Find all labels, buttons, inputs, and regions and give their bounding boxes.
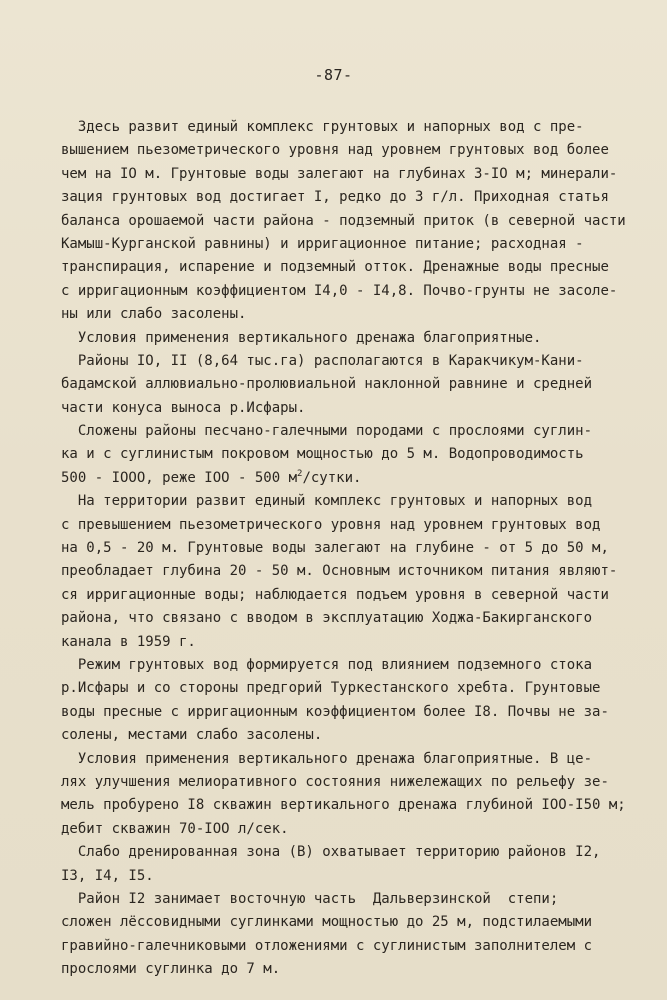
- text-line: Районы IO, II (8,64 тыс.га) располагаются в Каракчикум-Кани-: [61, 352, 584, 369]
- text-line: I3, I4, I5.: [61, 867, 154, 884]
- text-line: канала в 1959 г.: [61, 633, 196, 650]
- text-line: баланса орошаемой части района - подземный приток (в северной части: [61, 212, 626, 229]
- text-line: сложен лёссовидными суглинками мощностью до 25 м, подстилаемыми: [61, 914, 593, 931]
- text-line: преобладает глубина 20 - 50 м. Основным источником питания являют-: [61, 563, 618, 580]
- text-line: дебит скважин 70-IOO л/сек.: [61, 820, 289, 837]
- text-line-main: 500 - IOOO, реже IOO - 500 м: [61, 469, 298, 486]
- text-line: на 0,5 - 20 м. Грунтовые воды залегают на глубине - от 5 до 50 м,: [61, 540, 609, 557]
- superscript: 2: [297, 468, 303, 479]
- text-line: Здесь развит единый комплекс грунтовых и напорных вод с пре-: [61, 119, 584, 135]
- text-line: зация грунтовых вод достигает I, редко до 3 г/л. Приходная статья: [61, 189, 609, 206]
- text-line: р.Исфары и со стороны предгорий Туркестанского хребта. Грунтовые: [61, 680, 601, 697]
- text-line: гравийно-галечниковыми отложениями с суглинистым заполнителем с: [61, 937, 593, 954]
- page-number: -87-: [314, 66, 353, 84]
- text-line: части конуса выноса р.Исфары.: [61, 399, 306, 416]
- text-line: Слабо дренированная зона (В) охватывает территорию районов I2,: [61, 844, 601, 861]
- text-line: ка и с суглинистым покровом мощностью до 5 м. Водопроводимость: [61, 446, 584, 463]
- text-line: чем на IO м. Грунтовые воды залегают на глубинах 3-IO м; минерали-: [61, 165, 618, 182]
- text-line-suffix: /сутки.: [302, 469, 362, 486]
- text-line: транспирация, испарение и подземный отток. Дренажные воды пресные: [61, 259, 609, 276]
- body-text: [61, 116, 631, 981]
- text-line: с превышением пьезометрического уровня над уровнем грунтовых вод: [61, 516, 601, 533]
- text-line: Камыш-Курганской равнины) и ирригационное питание; расходная -: [61, 235, 584, 252]
- text-line: солены, местами слабо засолены.: [61, 727, 323, 744]
- text-line: На территории развит единый комплекс грунтовых и напорных вод: [61, 493, 593, 510]
- text-line: воды пресные с ирригационным коэффициентом более I8. Почвы не за-: [61, 703, 609, 720]
- text-line: Условия применения вертикального дренажа благоприятные.: [61, 329, 542, 346]
- text-line-with-superscript: [61, 467, 631, 490]
- text-line: прослоями суглинка до 7 м.: [61, 961, 281, 978]
- text-line: Сложены районы песчано-галечными породами с прослоями суглин-: [61, 423, 593, 440]
- text-line: бадамской аллювиально-пролювиальной наклонной равнине и средней: [61, 376, 593, 393]
- text-line: Условия применения вертикального дренажа благоприятные. В це-: [61, 750, 593, 767]
- text-line: мель пробурено I8 скважин вертикального дренажа глубиной IOO-I50 м;: [61, 797, 626, 814]
- text-line: района, что связано с вводом в эксплуатацию Ходжа-Бакирганского: [61, 610, 593, 627]
- text-line: вышением пьезометрического уровня над уровнем грунтовых вод более: [61, 142, 609, 159]
- text-line: с ирригационным коэффициентом I4,0 - I4,8. Почво-грунты не засоле-: [61, 282, 618, 299]
- text-line: лях улучшения мелиоративного состояния нижележащих по рельефу зе-: [61, 773, 609, 790]
- text-line: Режим грунтовых вод формируется под влиянием подземного стока: [61, 656, 593, 673]
- text-line: ся ирригационные воды; наблюдается подъем уровня в северной части: [61, 586, 609, 603]
- text-line: ны или слабо засолены.: [61, 306, 247, 323]
- text-line: Район I2 занимает восточную часть Дальверзинской степи;: [61, 890, 559, 907]
